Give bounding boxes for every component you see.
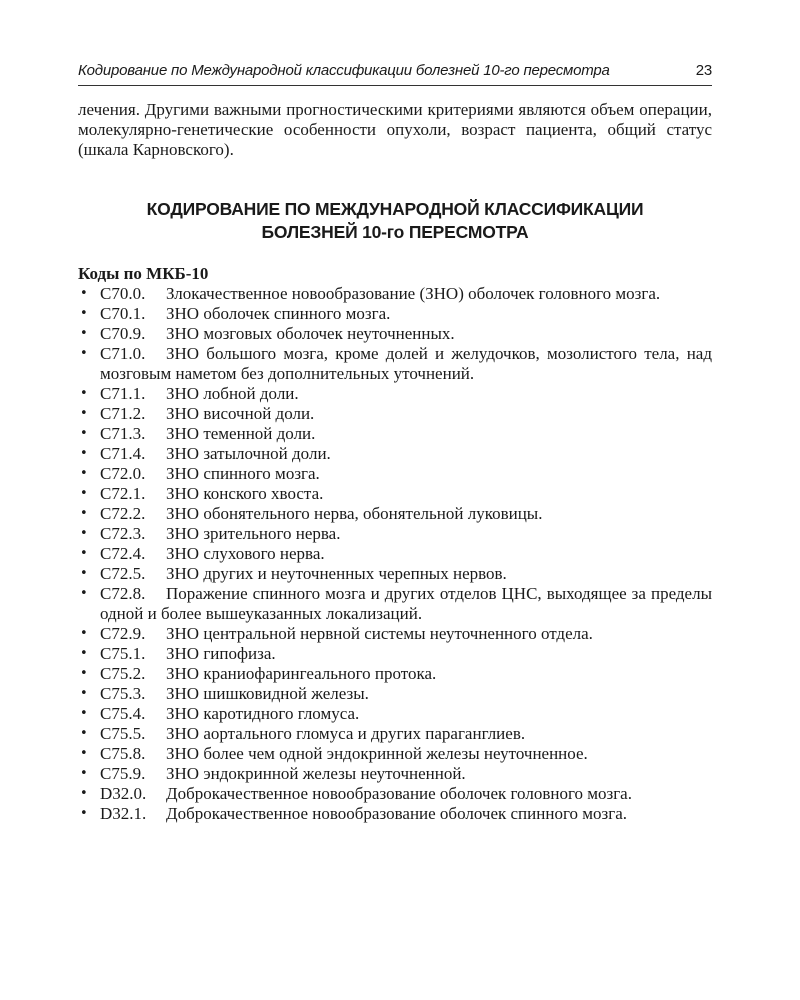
icd-description: ЗНО зрительного нерва. [166,524,341,543]
list-item [78,284,712,304]
icd-code: C72.9. [100,624,146,643]
bullet-icon: • [80,646,88,661]
icd-description: ЗНО эндокринной железы неуточненной. [166,764,466,783]
list-item [78,324,712,344]
bullet-icon: • [80,706,88,721]
icd-code: C71.0. [100,344,146,363]
icd-code: C75.4. [100,704,146,723]
list-item [78,684,712,704]
bullet-icon: • [80,786,88,801]
icd-description: ЗНО более чем одной эндокринной железы неуточненное. [166,744,588,763]
icd-code: C75.2. [100,664,146,683]
icd-description: Злокачественное новообразование (ЗНО) оболочек головного мозга. [166,284,661,303]
list-item [78,484,712,504]
icd-code: C72.5. [100,564,146,583]
icd-description: ЗНО большого мозга, кроме долей и желудочков, мозолистого тела, над мозговым наметом без дополнительных уточнений. [100,344,712,383]
list-item [78,424,712,444]
bullet-icon: • [80,746,88,761]
list-item [78,464,712,484]
icd-code: C71.4. [100,444,146,463]
bullet-icon: • [80,566,88,581]
icd-code: C70.0. [100,284,146,303]
list-item [78,344,712,384]
icd-description: ЗНО мозговых оболочек неуточненных. [166,324,455,343]
page-number: 23 [695,62,712,79]
list-item [78,644,712,664]
icd-description: ЗНО затылочной доли. [166,444,331,463]
icd-code: D32.0. [100,784,147,803]
bullet-icon: • [80,406,88,421]
bullet-icon: • [80,806,88,821]
list-item [78,804,712,824]
icd-description: ЗНО других и неуточненных черепных нервов. [166,564,507,583]
section-title-line-2: БОЛЕЗНЕЙ 10-го ПЕРЕСМОТРА [261,222,529,242]
bullet-icon: • [80,526,88,541]
subheading: Коды по МКБ-10 [78,264,209,283]
icd-code: C72.2. [100,504,146,523]
list-item [78,624,712,644]
icd-description: ЗНО центральной нервной системы неуточненного отдела. [166,624,593,643]
icd-description: Доброкачественное новообразование оболочек спинного мозга. [166,804,627,823]
icd-description: Доброкачественное новообразование оболочек головного мозга. [166,784,632,803]
bullet-icon: • [80,546,88,561]
list-item [78,704,712,724]
list-item [78,524,712,544]
icd-code: C75.5. [100,724,146,743]
list-item [78,764,712,784]
icd-description: ЗНО височной доли. [166,404,315,423]
list-item [78,384,712,404]
bullet-icon: • [80,486,88,501]
icd-code-list [78,284,712,824]
icd-description: ЗНО аортального гломуса и других параганглиев. [166,724,526,743]
icd-code: C70.1. [100,304,146,323]
icd-code: C72.1. [100,484,146,503]
list-item [78,664,712,684]
icd-description: ЗНО обонятельного нерва, обонятельной луковицы. [166,504,543,523]
bullet-icon: • [80,326,88,341]
bullet-icon: • [80,306,88,321]
bullet-icon: • [80,466,88,481]
icd-code: C72.0. [100,464,146,483]
bullet-icon: • [80,446,88,461]
section-title [78,198,712,244]
icd-description: ЗНО теменной доли. [166,424,316,443]
bullet-icon: • [80,686,88,701]
icd-description: Поражение спинного мозга и других отделов ЦНС, выходящее за пределы одной и более вышеуказанных локализаций. [100,584,712,623]
icd-code: C72.8. [100,584,146,603]
list-item [78,504,712,524]
list-item [78,744,712,764]
bullet-icon: • [80,766,88,781]
section-title-line-1: КОДИРОВАНИЕ ПО МЕЖДУНАРОДНОЙ КЛАССИФИКАЦИИ [146,199,644,219]
icd-code: C75.8. [100,744,146,763]
running-title: Кодирование по Международной классификации болезней 10-го пересмотра [78,62,610,79]
bullet-icon: • [80,346,88,361]
bullet-icon: • [80,286,88,301]
icd-code: C71.2. [100,404,146,423]
icd-code: C75.3. [100,684,146,703]
list-item [78,444,712,464]
icd-code: C75.9. [100,764,146,783]
document-page [78,62,712,824]
icd-description: ЗНО каротидного гломуса. [166,704,360,723]
icd-description: ЗНО шишковидной железы. [166,684,369,703]
list-item [78,304,712,324]
bullet-icon: • [80,426,88,441]
list-item [78,544,712,564]
bullet-icon: • [80,506,88,521]
icd-code: C71.1. [100,384,146,403]
icd-description: ЗНО конского хвоста. [166,484,324,503]
icd-description: ЗНО слухового нерва. [166,544,325,563]
list-item [78,584,712,624]
bullet-icon: • [80,726,88,741]
running-header [78,62,712,86]
icd-code: C72.4. [100,544,146,563]
intro-paragraph: лечения. Другими важными прогностическими критериями являются объем операции, молекулярно-генетические особенности опухоли, возраст пациента, общий статус (шкала Карновского). [78,100,712,159]
bullet-icon: • [80,666,88,681]
icd-code: C72.3. [100,524,146,543]
bullet-icon: • [80,626,88,641]
list-item [78,564,712,584]
icd-description: ЗНО гипофиза. [166,644,276,663]
icd-code: C71.3. [100,424,146,443]
icd-description: ЗНО спинного мозга. [166,464,320,483]
list-item [78,404,712,424]
icd-description: ЗНО краниофарингеального протока. [166,664,437,683]
icd-code: C75.1. [100,644,146,663]
icd-description: ЗНО лобной доли. [166,384,299,403]
icd-code: D32.1. [100,804,147,823]
list-item [78,724,712,744]
list-item [78,784,712,804]
bullet-icon: • [80,386,88,401]
icd-code: C70.9. [100,324,146,343]
bullet-icon: • [80,586,88,601]
icd-description: ЗНО оболочек спинного мозга. [166,304,391,323]
